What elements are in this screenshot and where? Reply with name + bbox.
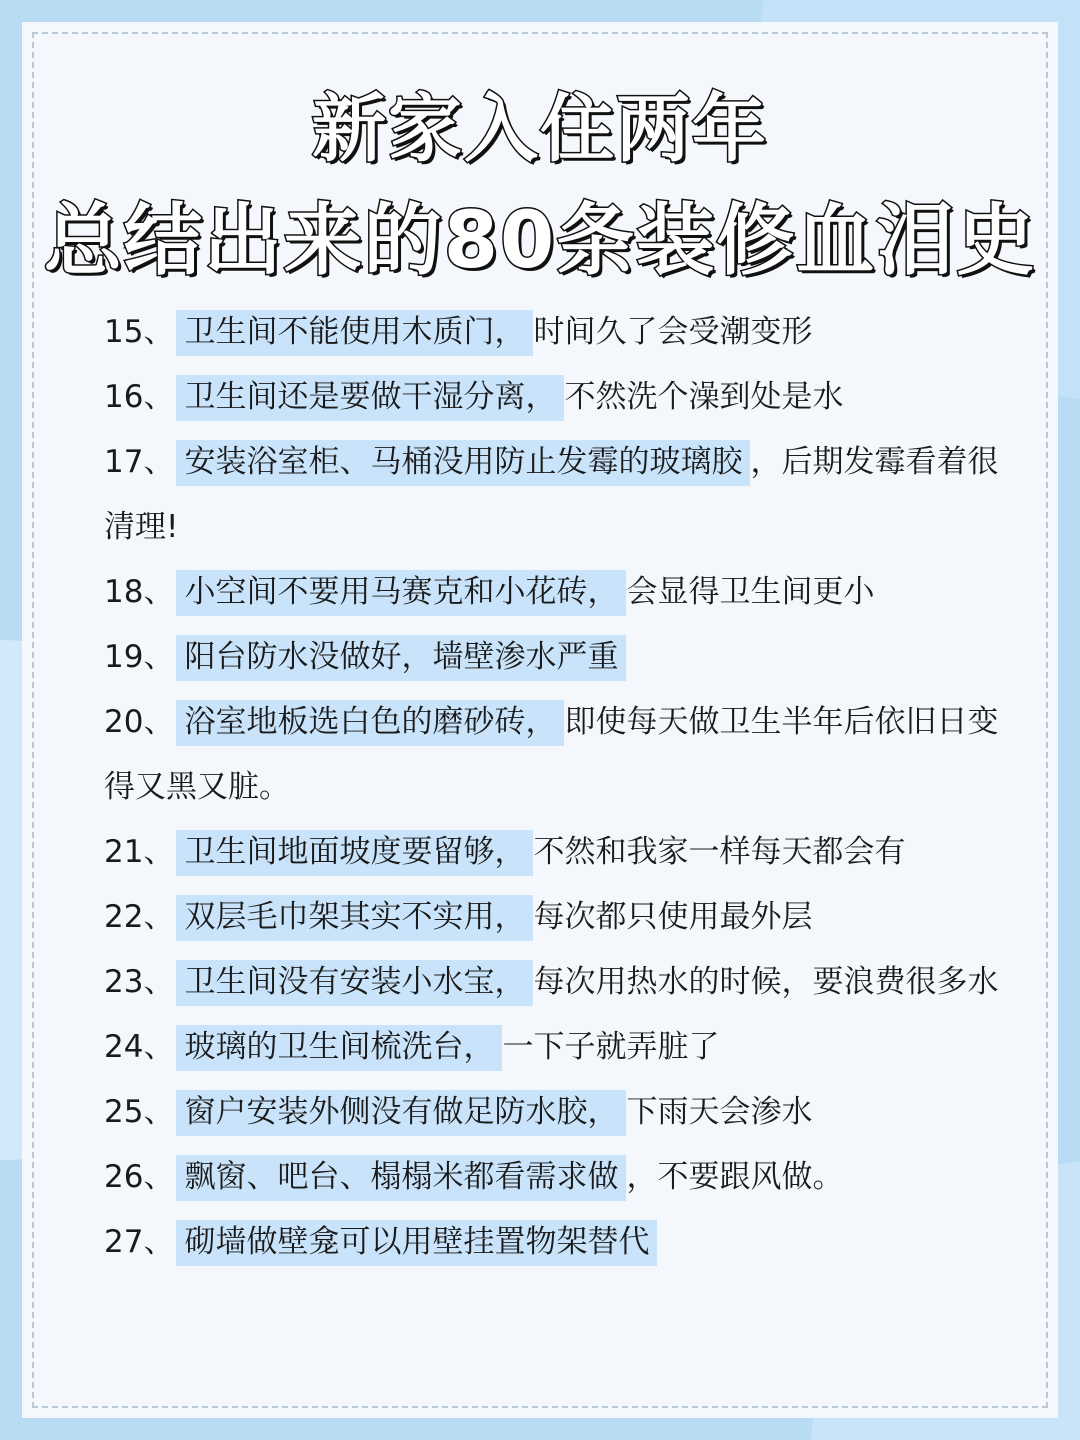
item-highlight: 阳台防水没做好，墙壁渗水严重 — [176, 635, 626, 681]
list-item — [104, 820, 1004, 885]
item-text: 每次都只使用最外层 — [533, 899, 813, 935]
item-highlight: 卫生间还是要做干湿分离， — [176, 375, 564, 421]
item-highlight: 安装浴室柜、马桶没用防止发霉的玻璃胶 — [176, 440, 750, 486]
item-number: 25、 — [104, 1094, 175, 1130]
tips-list — [104, 300, 1004, 1275]
list-item — [104, 950, 1004, 1015]
item-number: 19、 — [104, 639, 175, 675]
list-item — [104, 430, 1004, 560]
list-item — [104, 365, 1004, 430]
list-item — [104, 1015, 1004, 1080]
item-text: 即使每天做卫生半年后依旧日变得又黑又脏。 — [104, 704, 999, 805]
item-number: 17、 — [104, 444, 175, 480]
item-text: 不然洗个澡到处是水 — [564, 379, 844, 415]
item-highlight: 双层毛巾架其实不实用， — [176, 895, 533, 941]
title-line-1: 新家入住两年 — [312, 86, 768, 172]
list-item — [104, 625, 1004, 690]
item-text: 不然和我家一样每天都会有 — [533, 834, 906, 870]
item-text: 会显得卫生间更小 — [626, 574, 875, 610]
item-highlight: 卫生间没有安装小水宝， — [176, 960, 533, 1006]
item-text: ，不要跟风做。 — [626, 1159, 844, 1195]
item-number: 24、 — [104, 1029, 175, 1065]
list-item — [104, 300, 1004, 365]
item-number: 23、 — [104, 964, 175, 1000]
list-item — [104, 690, 1004, 820]
title-line-2: 总结出来的80条装修血泪史 — [43, 196, 1037, 286]
item-number: 26、 — [104, 1159, 175, 1195]
item-number: 18、 — [104, 574, 175, 610]
item-text: 一下子就弄脏了 — [502, 1029, 720, 1065]
item-highlight: 浴室地板选白色的磨砂砖， — [176, 700, 564, 746]
item-highlight: 飘窗、吧台、榻榻米都看需求做 — [176, 1155, 626, 1201]
item-text: 下雨天会渗水 — [626, 1094, 813, 1130]
item-text: ，后期发霉看着很清理! — [104, 444, 999, 545]
item-number: 22、 — [104, 899, 175, 935]
item-text: 每次用热水的时候，要浪费很多水 — [533, 964, 999, 1000]
list-item — [104, 885, 1004, 950]
item-number: 20、 — [104, 704, 175, 740]
item-number: 27、 — [104, 1224, 175, 1260]
item-number: 15、 — [104, 314, 175, 350]
item-number: 16、 — [104, 379, 175, 415]
item-highlight: 窗户安装外侧没有做足防水胶， — [176, 1090, 626, 1136]
item-number: 21、 — [104, 834, 175, 870]
item-highlight: 砌墙做壁龛可以用壁挂置物架替代 — [176, 1220, 657, 1266]
item-highlight: 小空间不要用马赛克和小花砖， — [176, 570, 626, 616]
item-highlight: 卫生间不能使用木质门， — [176, 310, 533, 356]
list-item — [104, 1210, 1004, 1275]
item-highlight: 卫生间地面坡度要留够， — [176, 830, 533, 876]
list-item — [104, 560, 1004, 625]
item-text: 时间久了会受潮变形 — [533, 314, 813, 350]
list-item — [104, 1145, 1004, 1210]
item-highlight: 玻璃的卫生间梳洗台， — [176, 1025, 502, 1071]
list-item — [104, 1080, 1004, 1145]
